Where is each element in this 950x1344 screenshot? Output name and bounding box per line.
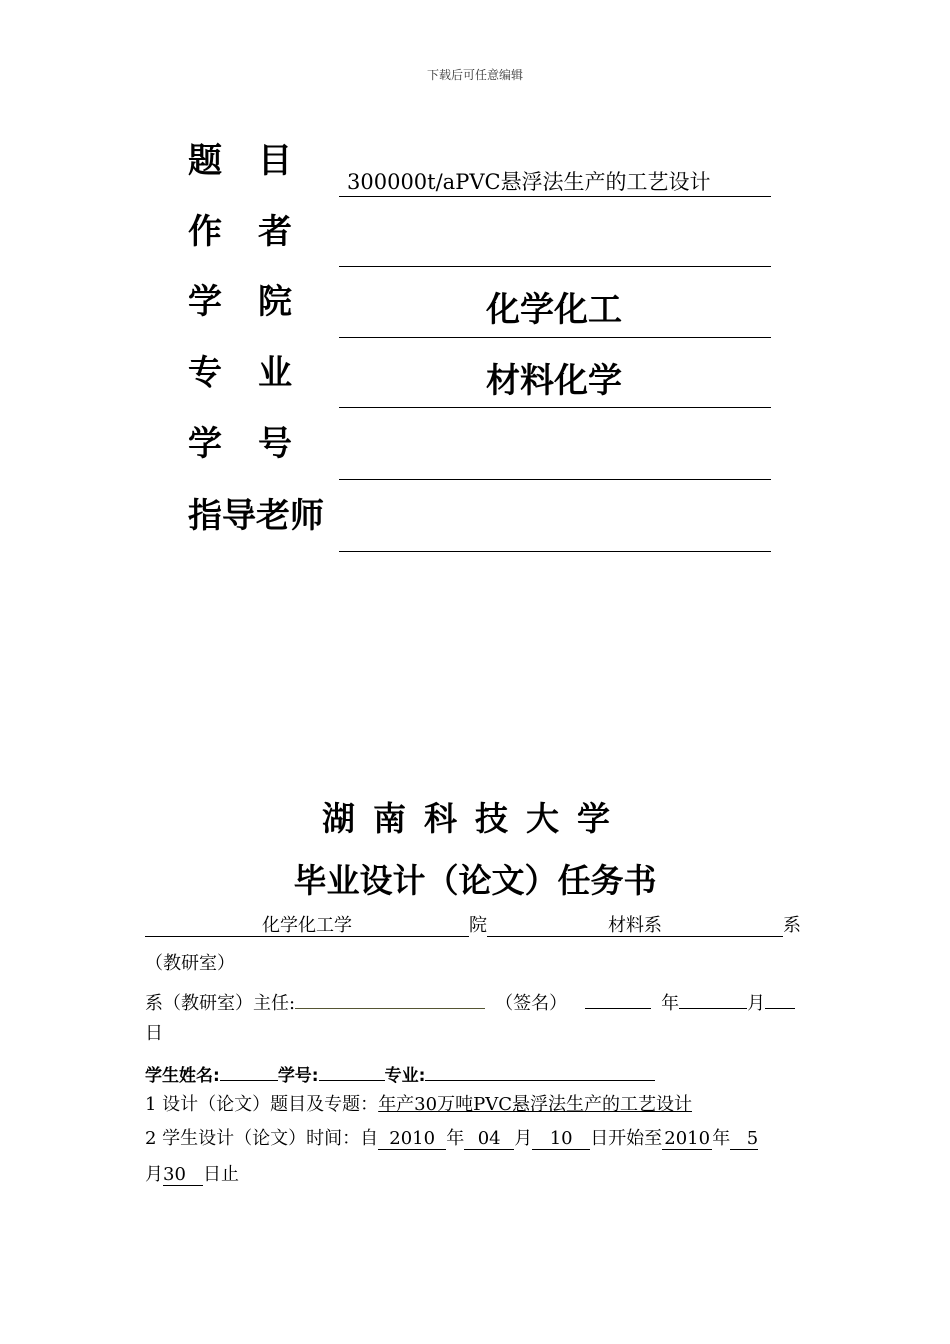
title-underline	[339, 196, 771, 197]
year-label: 年	[661, 993, 680, 1014]
item1-label: 1 设计（论文）题目及专题：	[145, 1094, 379, 1115]
label-title: 题 目	[188, 141, 292, 181]
item2-month2-label: 月	[145, 1164, 163, 1185]
label-advisor: 指导老师	[188, 496, 324, 536]
student-line	[145, 1058, 655, 1088]
student-name-label: 学生姓名:	[145, 1066, 220, 1086]
major-underline	[339, 407, 771, 408]
item2-day1: 10	[532, 1127, 590, 1150]
day-label: 日	[145, 1023, 163, 1044]
author-underline	[339, 266, 771, 267]
director-line	[145, 986, 795, 1016]
advisor-underline	[339, 551, 771, 552]
college-value: 化学化工	[486, 290, 622, 330]
director-field	[295, 986, 485, 1009]
day-field	[765, 986, 795, 1009]
college-suffix: 院	[469, 915, 487, 936]
item2-line	[145, 1127, 758, 1151]
item2-month1-label: 月	[514, 1128, 533, 1149]
item1-line	[145, 1093, 692, 1117]
college-underline	[339, 337, 771, 338]
item2-line-2	[145, 1163, 239, 1187]
label-student-no: 学 号	[188, 424, 292, 464]
item2-year1-label: 年	[446, 1128, 465, 1149]
item2-year2-label: 年	[712, 1128, 731, 1149]
sign-note: （签名）	[495, 993, 568, 1014]
student-name-field	[220, 1058, 278, 1081]
major-value: 材料化学	[486, 361, 622, 401]
label-major: 专 业	[188, 353, 292, 393]
task-title: 毕业设计（论文）任务书	[293, 861, 657, 900]
item2-month1: 04	[464, 1127, 514, 1150]
student-no-label: 学号:	[277, 1066, 319, 1086]
item2-year2: 2010	[662, 1127, 712, 1150]
dept-field: 材料系	[487, 914, 783, 937]
title-value: 300000t/aPVC悬浮法生产的工艺设计	[347, 170, 711, 194]
label-author: 作 者	[188, 212, 292, 252]
month-field	[679, 986, 747, 1009]
dept-note: （教研室）	[145, 953, 235, 974]
item2-month2: 5	[730, 1127, 758, 1150]
item2-start: 日开始至	[590, 1128, 663, 1149]
college-field: 化学化工学	[145, 914, 469, 937]
month-label: 月	[747, 993, 766, 1014]
student-no-field	[319, 1058, 385, 1081]
item2-label: 2 学生设计（论文）时间：自	[145, 1128, 379, 1149]
major-label: 专业:	[384, 1066, 426, 1086]
dept-suffix: 系	[783, 915, 801, 936]
item1-value: 年产30万吨PVC悬浮法生产的工艺设计	[378, 1094, 692, 1115]
label-college: 学 院	[188, 282, 292, 322]
university-name: 湖南科技大学	[322, 799, 628, 838]
item2-year1: 2010	[378, 1127, 446, 1150]
student-no-underline	[339, 479, 771, 480]
college-dept-line	[145, 914, 801, 938]
year-field	[585, 986, 651, 1009]
director-label: 系（教研室）主任:	[145, 993, 296, 1014]
major-field	[425, 1058, 655, 1081]
item2-end: 日止	[203, 1164, 239, 1185]
item2-day2: 30	[163, 1163, 203, 1186]
header-note: 下载后可任意编辑	[426, 68, 523, 82]
